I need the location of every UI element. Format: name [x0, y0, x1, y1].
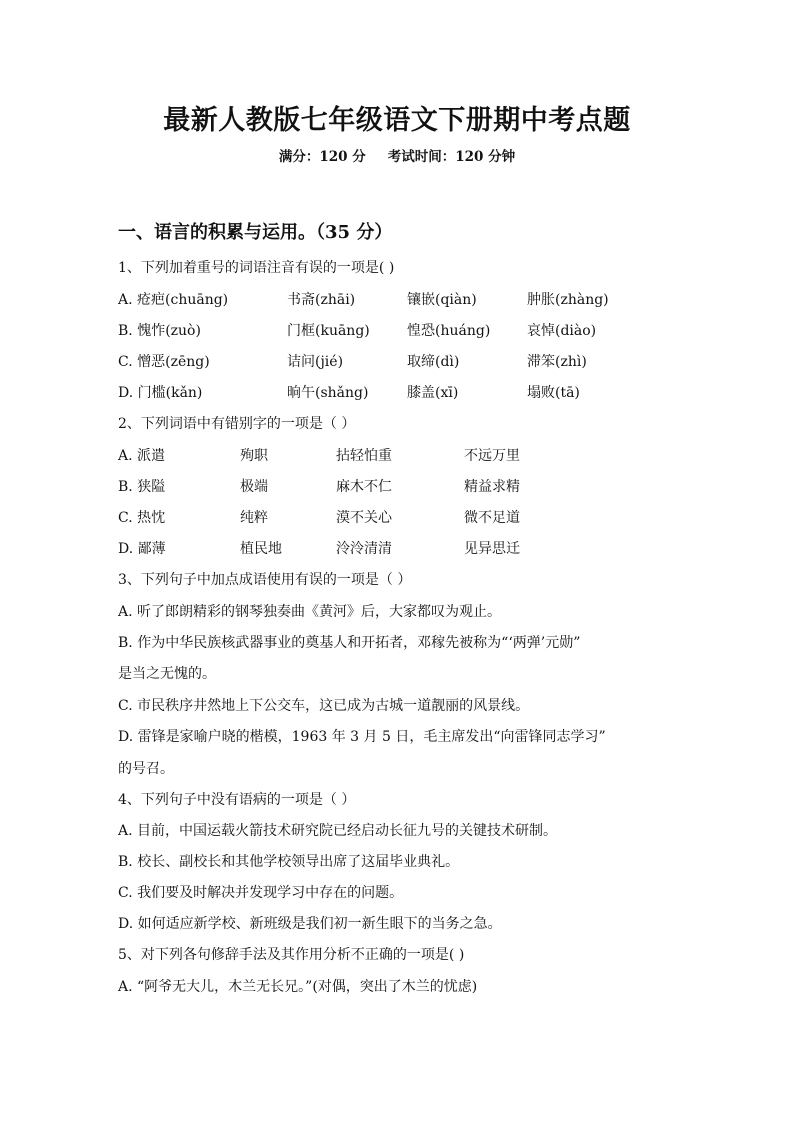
q2-option-b-2: 极端	[240, 479, 268, 495]
q2-option-c-4: 微不足道	[464, 510, 520, 526]
q4-option-c: C. 我们要及时解决并发现学习中存在的问题。	[118, 885, 404, 901]
q2-option-c-2: 纯粹	[240, 510, 268, 526]
q2-option-c-1: C. 热忱	[118, 510, 166, 526]
q1-option-d-4: 塌败(tā)	[527, 385, 580, 401]
q4-option-b: B. 校长、副校长和其他学校领导出席了这届毕业典礼。	[118, 854, 460, 870]
q1-option-d-3: 膝盖(xī)	[407, 385, 459, 401]
q1-option-c-4: 滞笨(zhì)	[527, 354, 587, 370]
q1-option-b-2: 门框(kuāng)	[287, 323, 370, 339]
q2-option-a-3: 拈轻怕重	[336, 448, 392, 464]
question-3-stem: 3、下列句子中加点成语使用有误的一项是（ ）	[118, 572, 412, 588]
question-5-stem: 5、对下列各句修辞手法及其作用分析不正确的一项是( )	[118, 947, 465, 963]
q4-option-d: D. 如何适应新学校、新班级是我们初一新生眼下的当务之急。	[118, 916, 502, 932]
q1-option-c-3: 取缔(dì)	[407, 354, 460, 370]
q2-option-a-4: 不远万里	[464, 448, 520, 464]
q5-option-a: A. “阿爷无大儿，木兰无长兄。”(对偶，突出了木兰的忧虑)	[118, 979, 478, 995]
q4-option-a: A. 目前，中国运载火箭技术研究院已经启动长征九号的关键技术研制。	[118, 823, 558, 839]
page-title: 最新人教版七年级语文下册期中考点题	[163, 105, 631, 136]
q2-option-d-2: 植民地	[240, 541, 282, 557]
question-1-stem: 1、下列加着重号的词语注音有误的一项是( )	[118, 260, 395, 276]
full-score: 满分：120 分	[278, 149, 366, 165]
q1-option-b-4: 哀悼(diào)	[527, 323, 597, 339]
q2-option-d-1: D. 鄙薄	[118, 541, 166, 557]
q1-option-b-3: 惶恐(huáng)	[407, 323, 491, 339]
q3-option-a: A. 听了郎朗精彩的钢琴独奏曲《黄河》后，大家都叹为观止。	[118, 604, 502, 620]
q3-option-c: C. 市民秩序井然地上下公交车，这已成为古城一道靓丽的风景线。	[118, 698, 530, 714]
q2-option-b-4: 精益求精	[464, 479, 520, 495]
q1-option-b-1: B. 愧怍(zuò)	[118, 323, 201, 339]
q2-option-a-2: 殉职	[240, 448, 268, 464]
q3-option-d-line2: 的号召。	[118, 761, 174, 777]
q2-option-c-3: 漠不关心	[336, 510, 392, 526]
q1-option-c-2: 诘问(jié)	[287, 354, 344, 370]
exam-info	[0, 145, 794, 165]
q3-option-d-line1: D. 雷锋是家喻户晓的楷模，1963 年 3 月 5 日，毛主席发出“向雷锋同志学习”	[118, 729, 606, 745]
q2-option-b-3: 麻木不仁	[336, 479, 392, 495]
q1-option-d-1: D. 门槛(kǎn)	[118, 385, 203, 401]
q3-option-b-line2: 是当之无愧的。	[118, 666, 216, 682]
exam-time: 考试时间：120 分钟	[387, 149, 516, 165]
q1-option-c-1: C. 憎恶(zēng)	[118, 354, 210, 370]
q2-option-d-3: 泠泠清清	[336, 541, 392, 557]
q2-option-a-1: A. 派遣	[118, 448, 166, 464]
q2-option-d-4: 见异思迁	[464, 541, 520, 557]
question-2-stem: 2、下列词语中有错别字的一项是（ ）	[118, 416, 356, 432]
q3-option-b-line1: B. 作为中华民族核武器事业的奠基人和开拓者，邓稼先被称为“‘两弹’元勋”	[118, 635, 581, 651]
section-heading: 一、语言的积累与运用。（35 分）	[118, 222, 393, 243]
q1-option-a-3: 镶嵌(qiàn)	[407, 292, 477, 308]
q1-option-a-1: A. 疮疤(chuāng)	[118, 292, 229, 308]
q2-option-b-1: B. 狭隘	[118, 479, 166, 495]
question-4-stem: 4、下列句子中没有语病的一项是（ ）	[118, 792, 356, 808]
q1-option-a-2: 书斋(zhāi)	[287, 292, 356, 308]
q1-option-d-2: 晌午(shǎng)	[287, 385, 369, 401]
q1-option-a-4: 肿胀(zhàng)	[527, 292, 609, 308]
